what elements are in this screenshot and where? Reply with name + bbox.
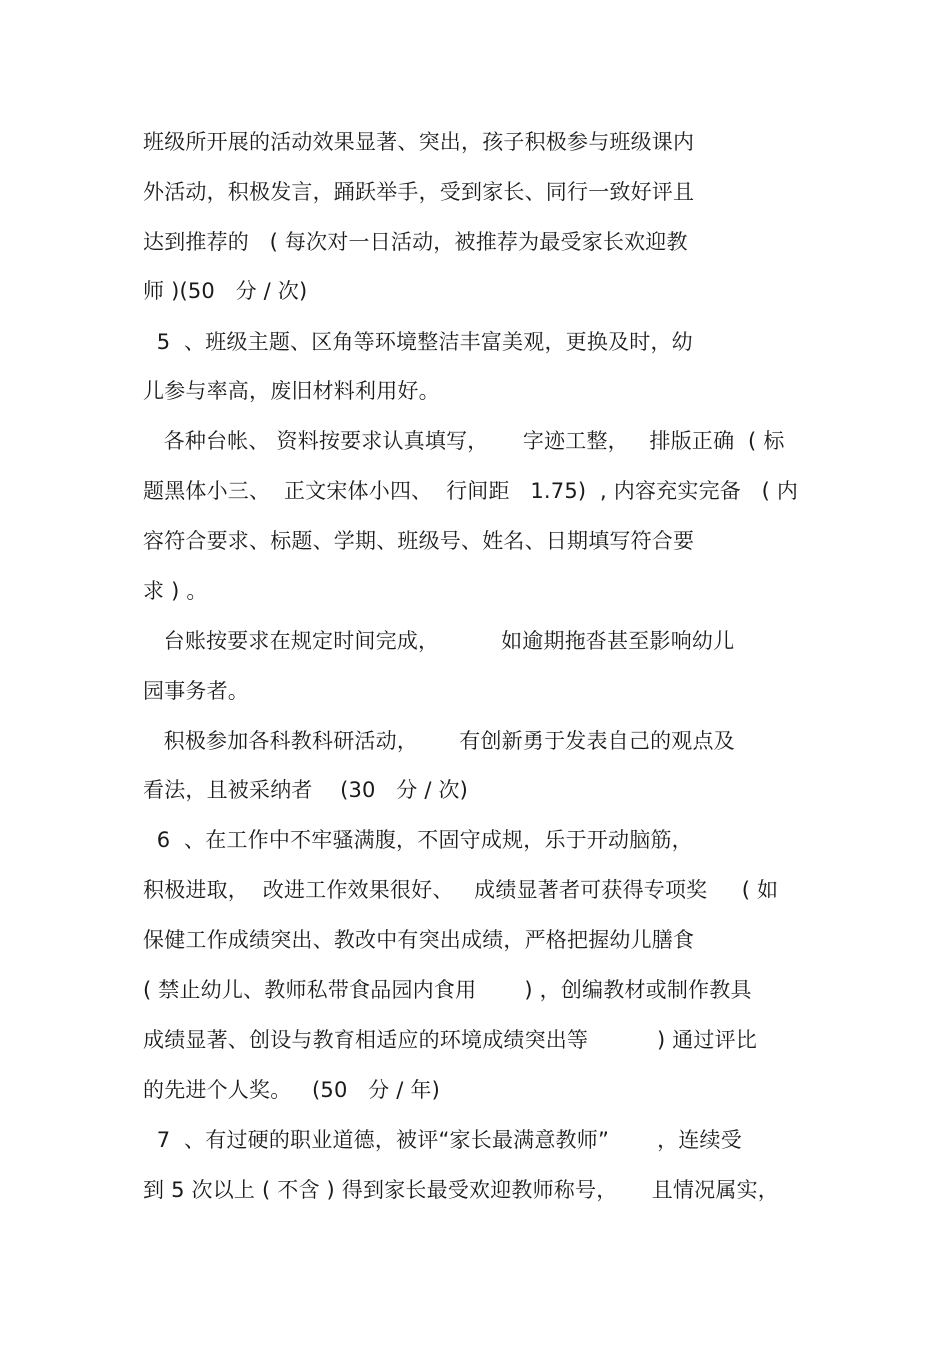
text-line: 成绩显著、创设与教育相适应的环境成绩突出等 ) 通过评比 [143, 1028, 758, 1052]
text-line: 7 、有过硬的职业道德，被评“家长最满意教师” ，连续受 [143, 1128, 742, 1152]
text-line: 外活动，积极发言，踊跃举手，受到家长、同行一致好评且 [143, 180, 695, 204]
text-line: 6 、在工作中不牢骚满腹，不固守成规，乐于开动脑筋， [143, 828, 693, 852]
text-line: 求 ) 。 [143, 579, 208, 603]
text-line: 看法，且被采纳者 (30 分 / 次) [143, 778, 469, 802]
text-line: 达到推荐的 ( 每次对一日活动，被推荐为最受家长欢迎教 [143, 230, 688, 254]
text-line: 题黑体小三、 正文宋体小四、 行间距 1.75) , 内容充实完备 ( 内 [143, 479, 799, 503]
text-line: 积极进取， 改进工作效果很好、 成绩显著者可获得专项奖 ( 如 [143, 878, 779, 902]
text-line: 到 5 次以上 ( 不含 ) 得到家长最受欢迎教师称号， 且情况属实， [143, 1178, 779, 1202]
text-line: 儿参与率高，废旧材料利用好。 [143, 379, 440, 403]
text-line: ( 禁止幼儿、教师私带食品园内食用 ) ，创编教材或制作教具 [143, 978, 752, 1002]
text-line: 保健工作成绩突出、教改中有突出成绩，严格把握幼儿膳食 [143, 928, 695, 952]
text-line: 园事务者。 [143, 679, 249, 703]
text-line: 容符合要求、标题、学期、班级号、姓名、日期填写符合要 [143, 529, 695, 553]
text-line: 师 )(50 分 / 次) [143, 279, 308, 303]
text-line: 台账按要求在规定时间完成， 如逾期拖沓甚至影响幼儿 [143, 629, 735, 653]
text-line: 各种台帐、 资料按要求认真填写， 字迹工整， 排版正确 ( 标 [143, 429, 785, 453]
text-line: 5 、班级主题、区角等环境整洁丰富美观，更换及时，幼 [143, 330, 693, 354]
text-line: 的先进个人奖。 (50 分 / 年) [143, 1078, 440, 1102]
text-line: 积极参加各科教科研活动， 有创新勇于发表自己的观点及 [143, 729, 735, 753]
text-line: 班级所开展的活动效果显著、突出，孩子积极参与班级课内 [143, 130, 695, 154]
